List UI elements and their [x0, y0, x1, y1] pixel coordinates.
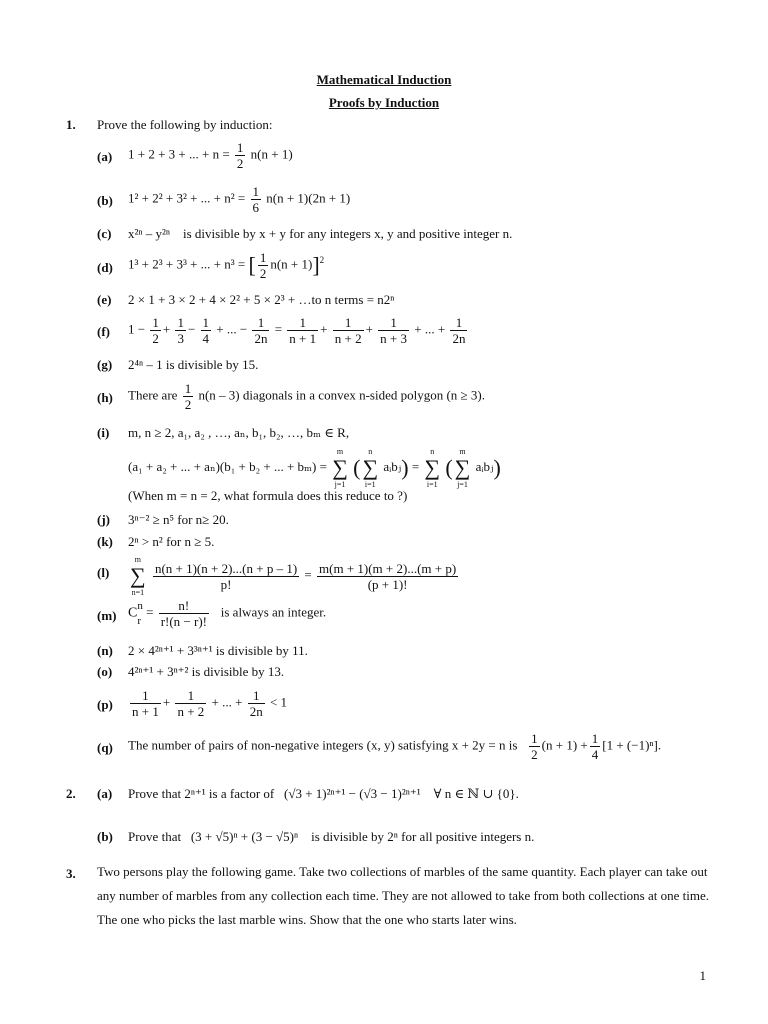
item-a-rhs: n(n + 1) — [250, 146, 293, 162]
item-a-lhs: 1 + 2 + 3 + ... + n = — [128, 146, 230, 162]
item-e-text: 2 × 1 + 3 × 2 + 4 × 2² + 5 × 2³ + …to n terms = n2ⁿ — [128, 292, 395, 307]
question-2-number: 2. — [66, 786, 76, 801]
item-q-text: The number of pairs of non-negative integers (x, y) satisfying x + 2y = n is $\frac{1}{2}$ (n + 1) + $\frac{1}{4}$ [1 + (−1)ⁿ]. — [128, 731, 662, 762]
item-p-label: (p) — [97, 697, 113, 712]
item-c-label: (c) — [97, 226, 112, 241]
item-o-text: 4²ⁿ⁺¹ + 3ⁿ⁺² is divisible by 13. — [128, 664, 285, 679]
question-1-number: 1. — [66, 117, 76, 132]
item-o-label: (o) — [97, 664, 113, 679]
item-n-label: (n) — [97, 643, 113, 658]
item-h-text: There are $\frac{1}{2}$ n(n – 3) diagonals in a convex n-sided polygon (n ≥ 3). — [128, 381, 486, 412]
item-b-lhs: 1² + 2² + 3² + ... + n² = — [128, 190, 246, 206]
item-d-formula: 1³ + 2³ + 3³ + ... + n³ = [ $\frac{1}{2}$ n(n + 1)]$^2$ — [128, 250, 325, 281]
item-2b-text: Prove that (3 + √5)ⁿ + (3 − √5)ⁿ is divisible by 2ⁿ for all positive integers n. — [128, 829, 535, 844]
item-b-label: (b) — [97, 193, 113, 208]
item-j-text: 3ⁿ⁻² ≥ n⁵ for n≥ 20. — [128, 512, 229, 527]
item-2a-label: (a) — [97, 786, 113, 801]
item-k-text: 2ⁿ > n² for n ≥ 5. — [128, 534, 215, 549]
item-i-note: (When m = n = 2, what formula does this reduce to ?) — [128, 488, 408, 503]
question-3-text: Two persons play the following game. Take two collections of marbles of the same quantity. Each player can take out any number of marbles from any collection each time. They are not allowed to take from both collections at one time. The one who picks the last marble wins. Show that the one who starts later wins. — [97, 864, 710, 927]
item-j-label: (j) — [97, 512, 110, 527]
item-c-text: x²ⁿ – y²ⁿ is divisible by x + y for any integers x, y and positive integer n. — [128, 226, 513, 241]
question-3-number: 3. — [66, 866, 76, 881]
item-a-fraction: $\frac{1}{2}$ — [236, 140, 244, 171]
item-k-label: (k) — [97, 534, 113, 549]
item-a-formula — [128, 140, 293, 171]
item-f-label: (f) — [97, 324, 110, 339]
page-number: 1 — [699, 968, 706, 983]
item-g-label: (g) — [97, 357, 113, 372]
item-l-formula: m ∑ n=1 $\frac{n(n + 1)(n + 2)...(n + p - 1)}{p!}$ = $\frac{m(m + 1)(m + 2)...(m + p)}{(p + 1)!}$ — [130, 555, 457, 597]
item-m-formula: C n r = $\frac{n!}{r!(n - r)!}$ is always an integer. — [128, 598, 327, 629]
item-p-formula: $\frac{1}{n + 1}$ + $\frac{1}{n + 2}$ + ... + $\frac{1}{2n}$ < 1 — [132, 688, 288, 719]
item-m-label: (m) — [97, 608, 117, 623]
item-i-line1: m, n ≥ 2, a₁, a₂ , …, aₙ, b₁, b₂, …, bₘ ∈ R, — [128, 425, 350, 440]
item-i-label: (i) — [97, 425, 110, 440]
item-b-rhs: n(n + 1)(2n + 1) — [266, 190, 351, 206]
document-title: Mathematical Induction — [316, 72, 452, 87]
item-f-formula: 1 − $\frac{1}{2}$ + $\frac{1}{3}$ − $\frac{1}{4}$ + ... − $\frac{1}{2n}$ = $\frac{1}{n + 1}$ + $\frac{1}{n + 2}$ + $\frac{1}{n + 3}$ + ... + $\frac{1}{2n}$ — [128, 315, 466, 346]
item-e-label: (e) — [97, 292, 112, 307]
question-1-intro: Prove the following by induction: — [97, 117, 273, 132]
item-2b-label: (b) — [97, 829, 113, 844]
item-i-formula: (a₁ + a₂ + ... + aₙ)(b₁ + b₂ + ... + bₘ) = m ∑ j=1 ( n ∑ i=1 aᵢbⱼ) = n ∑ i=1 ( m ∑ j=1 aᵢbⱼ) — [128, 447, 501, 489]
item-b-formula — [128, 184, 350, 215]
item-2a-text: Prove that 2ⁿ⁺¹ is a factor of (√3 + 1)²ⁿ⁺¹ − (√3 − 1)²ⁿ⁺¹ ∀ n ∈ ℕ ∪ {0}. — [128, 786, 519, 801]
item-l-label: (l) — [97, 565, 110, 580]
item-h-label: (h) — [97, 390, 113, 405]
item-d-label: (d) — [97, 260, 113, 275]
item-n-text: 2 × 4²ⁿ⁺¹ + 3³ⁿ⁺¹ is divisible by 11. — [128, 643, 308, 658]
document-subtitle: Proofs by Induction — [328, 95, 440, 110]
item-a-label: (a) — [97, 149, 113, 164]
item-g-text: 2⁴ⁿ – 1 is divisible by 15. — [128, 357, 259, 372]
item-q-label: (q) — [97, 740, 113, 755]
item-b-fraction: $\frac{1}{6}$ — [252, 184, 259, 215]
